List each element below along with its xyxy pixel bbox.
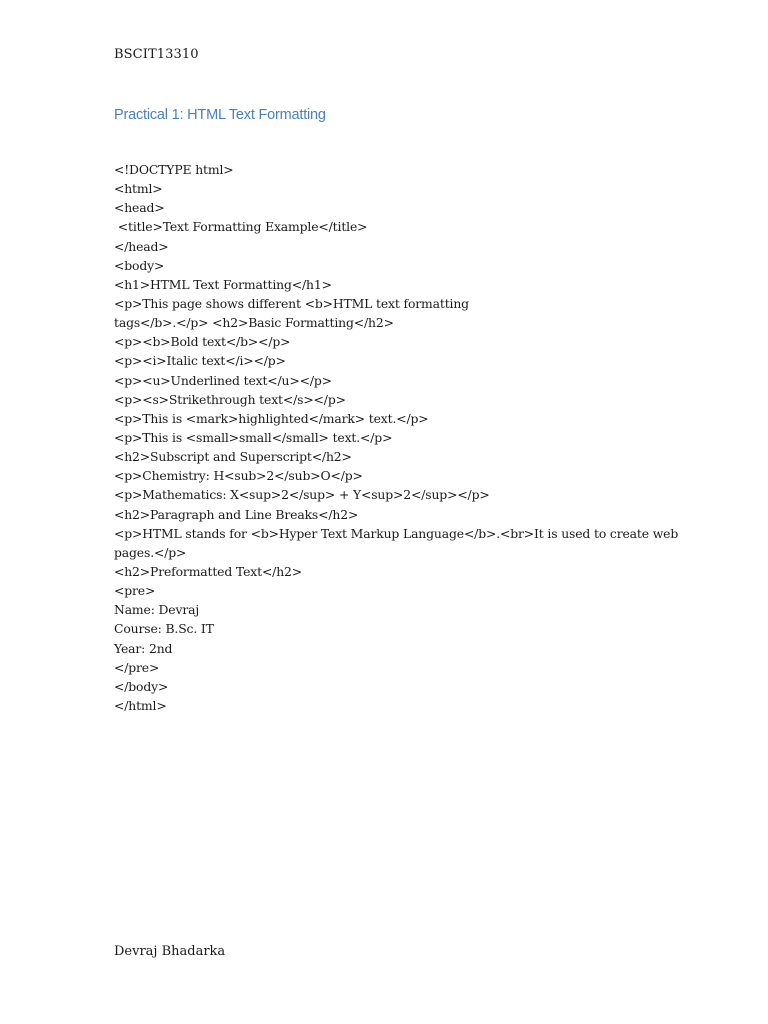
code-line: <p><i>Italic text</i></p> [114,353,286,369]
code-line: <body> [114,257,165,273]
code-line: <!DOCTYPE html> [114,162,234,177]
code-line: <p>This is <small>small</small> text.</p> [114,429,393,445]
code-line: <p><b>Bold text</b></p> [114,334,291,350]
code-line: <p>This is <mark>highlighted</mark> text.</p> [114,410,429,426]
code-line: <head> [114,200,165,216]
code-line: <html> [114,181,163,197]
code-line: <pre> [114,583,156,599]
code-line: pages.</p> [114,544,187,560]
code-listing [114,160,679,715]
author-footer: Devraj Bhadarka [114,944,226,959]
code-line: <h1>HTML Text Formatting</h1> [114,276,332,292]
practical-title: Practical 1: HTML Text Formatting [114,107,326,123]
document-id: BSCIT13310 [114,47,199,62]
code-line: <h2>Subscript and Superscript</h2> [114,449,352,465]
code-line: Name: Devraj [114,602,200,618]
code-line: <p>This page shows different <b>HTML text formatting [114,295,469,311]
code-line: </body> [114,678,169,694]
code-line: <p><u>Underlined text</u></p> [114,372,332,388]
code-line: Year: 2nd [114,640,173,656]
code-line: Course: B.Sc. IT [114,621,214,637]
code-line: </head> [114,238,169,254]
code-line: <p>HTML stands for <b>Hyper Text Markup Language</b>.<br>It is used to create web [114,525,679,541]
code-line: <p><s>Strikethrough text</s></p> [114,391,346,407]
code-line: </html> [114,697,167,713]
code-line: <title>Text Formatting Example</title> [114,219,368,235]
code-line: <p>Chemistry: H<sub>2</sub>O</p> [114,468,363,484]
code-line: </pre> [114,659,160,675]
code-line: <h2>Preformatted Text</h2> [114,563,302,579]
code-line: <h2>Paragraph and Line Breaks</h2> [114,506,359,522]
code-line: <p>Mathematics: X<sup>2</sup> + Y<sup>2</sup></p> [114,487,490,503]
code-line: tags</b>.</p> <h2>Basic Formatting</h2> [114,315,394,331]
